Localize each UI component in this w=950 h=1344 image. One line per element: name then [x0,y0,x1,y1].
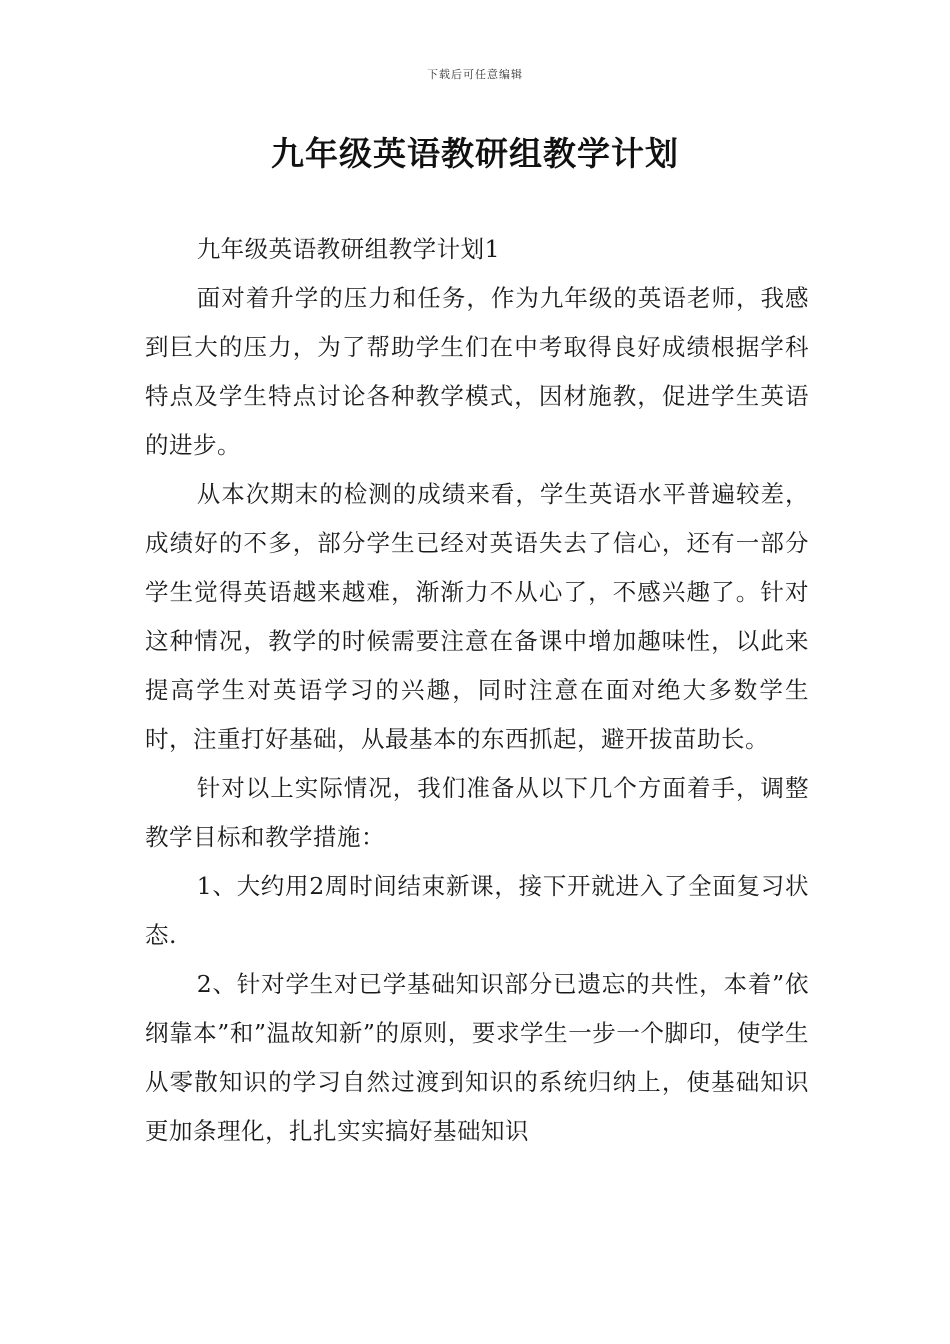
section-heading: 九年级英语教研组教学计划1 [196,235,501,263]
list-item: 1、大约用2周时间结束新课，接下开就进入了全面复习状态. [145,872,809,949]
paragraph: 从本次期末的检测的成绩来看，学生英语水平普遍较差，成绩好的不多，部分学生已经对英语失去了信心，还有一部分学生觉得英语越来越难，渐渐力不从心了，不感兴趣了。针对这种情况，教学的时候需要注意在备课中增加趣味性，以此来提高学生对英语学习的兴趣，同时注意在面对绝大多数学生时，注重打好基础，从最基本的东西抓起，避开拔苗助长。 [145,480,809,753]
paragraph: 针对以上实际情况，我们准备从以下几个方面着手，调整教学目标和教学措施： [145,774,809,851]
paragraph: 面对着升学的压力和任务，作为九年级的英语老师，我感到巨大的压力，为了帮助学生们在中考取得良好成绩根据学科特点及学生特点讨论各种教学模式，因材施教，促进学生英语的进步。 [145,284,809,459]
document-title: 九年级英语教研组教学计划 [271,134,679,173]
header-note: 下载后可任意编辑 [427,68,523,81]
document-body [145,225,809,1156]
list-item: 2、针对学生对已学基础知识部分已遗忘的共性，本着”依纲靠本”和”温故知新”的原则，要求学生一步一个脚印，使学生从零散知识的学习自然过渡到知识的系统归纳上，使基础知识更加条理化，扎扎实实搞好基础知识 [145,970,809,1145]
